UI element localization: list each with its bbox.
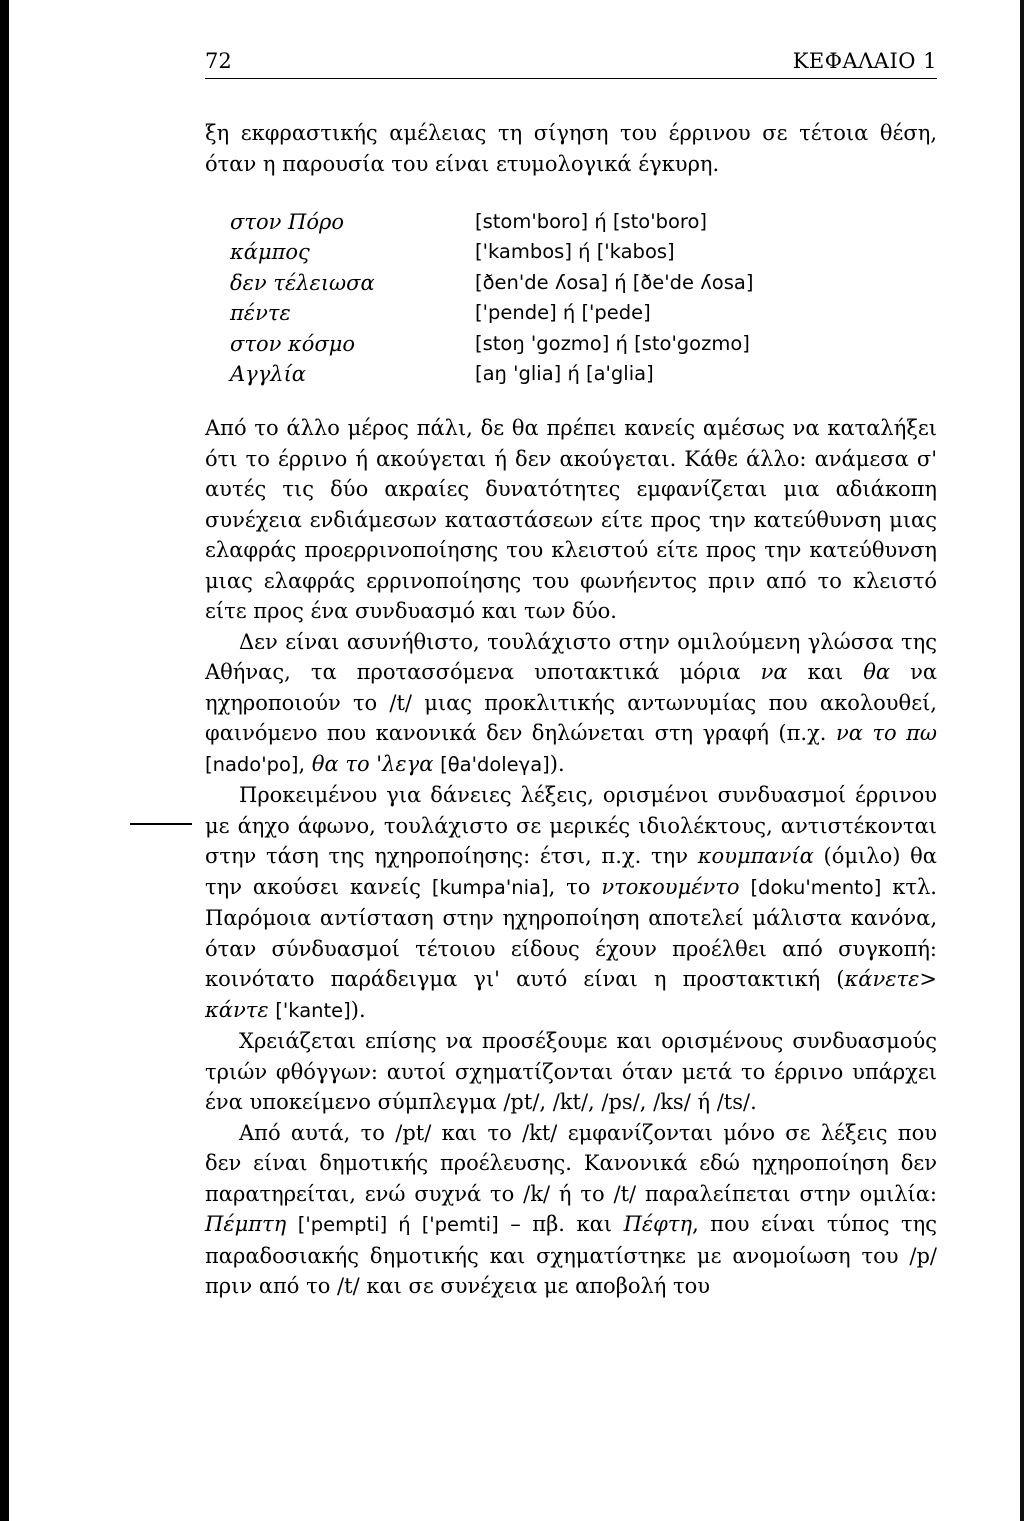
italic-run: κουμπανία <box>697 844 814 869</box>
ipa-run: [nado'po] <box>205 752 299 776</box>
page-header <box>205 44 937 79</box>
paragraph-2 <box>205 627 937 781</box>
text-run: – πβ. και <box>498 1212 624 1237</box>
margin-mark <box>130 823 192 825</box>
italic-run: ντοκουμέντο <box>601 874 740 899</box>
example-word: πέντε <box>230 301 291 326</box>
intro-paragraph: ξη εκφραστικής αμέλειας τη σίγηση του έρρινου σε τέτοια θέση, όταν η παρουσία του είναι ετυμολογικά έγκυρη. <box>205 121 937 176</box>
text-run: και <box>787 660 864 685</box>
page-body <box>205 118 937 1302</box>
ipa-run: ['pempti] ή ['pemti] <box>297 1213 499 1237</box>
italic-run: να το πω <box>835 721 937 746</box>
ipa-run: [θa'doleγa] <box>440 752 550 776</box>
scan-left-edge <box>0 0 9 1521</box>
text-run <box>286 1212 298 1236</box>
example-ipa: [ðen'de ʎosa] ή [ðe'de ʎosa] <box>475 270 754 294</box>
text-run: , <box>298 751 312 776</box>
text-run: , το <box>548 874 602 899</box>
example-word: στον κόσμο <box>230 331 356 356</box>
text-run: κτλ. Παρόμοια αντίσταση στην ηχηροποίηση αποτελεί μάλιστα κανόνα, όταν σύνδυασμοί τέτοιου είδους έχουν προέλθει από συγκοπή: κοινότατο παράδειγμα γι' αυτό είναι η προστακτική ( <box>205 874 937 992</box>
text-run: Από αυτά, το /pt/ και το /kt/ εμφανίζονται μόνο σε λέξεις που δεν είναι δημοτικής προέλευσης. Κανονικά εδώ ηχηροποίηση δεν παρατηρείται, ενώ συχνά το /k/ ή το /t/ παραλείπεται στην ομιλία: <box>205 1120 937 1206</box>
page-number: 72 <box>205 49 232 73</box>
text-run: ). <box>350 997 366 1022</box>
example-ipa: [stom'boro] ή [sto'boro] <box>475 210 708 233</box>
text-run: (όμιλο) θα την ακούσει κανείς <box>205 844 937 899</box>
italic-run: Πέμπτη <box>205 1212 287 1237</box>
example-ipa: [stoŋ 'gozmo] ή [sto'gozmo] <box>475 331 750 355</box>
ipa-run: [doku'mento] <box>750 875 882 899</box>
italic-run: Πέφτη <box>623 1212 693 1237</box>
examples-table <box>230 207 937 389</box>
italic-run: να <box>760 660 788 685</box>
italic-run: θα το 'λεγα <box>311 751 434 776</box>
scan-right-edge <box>1020 0 1024 1521</box>
italic-run: κάνετε> κάντε <box>205 967 937 1022</box>
example-ipa: [aŋ 'glia] ή [a'glia] <box>475 362 654 386</box>
text-run: να ηχηροποιούν το /t/ μιας προκλιτικής αντωνυμίας που ακολουθεί, φαινόμενο που κανονικά δεν δηλώνεται στη γραφή (π.χ. <box>205 660 938 746</box>
text-run: Προκειμένου για δάνειες λέξεις, ορισμένοι συνδυασμοί έρρινου με άηχο άφωνο, τουλάχιστο σε μερικές ιδιολέκτους, αντιστέκονται στην τάση της ηχηροποίησης: έτσι, π.χ. την <box>205 783 937 869</box>
italic-run: θα <box>863 660 891 685</box>
example-word: Αγγλία <box>230 362 306 387</box>
example-word: κάμπος <box>230 240 310 265</box>
paragraph-5 <box>205 1118 937 1302</box>
paragraph-3 <box>205 780 937 1026</box>
paragraph-1: Από το άλλο μέρος πάλι, δε θα πρέπει κανείς αμέσως να καταλήξει ότι το έρρινο ή ακούγεται ή δεν ακούγεται. Κάθε άλλο: ανάμεσα σ' αυτές τις δύο ακραίες δυνατότητες εμφανίζεται μια αδιάκοπη συνέχεια ενδιάμεσων καταστάσεων είτε προς την κατεύθυνση μιας ελαφράς προερρινοποίησης του κλειστού είτε προς την κατεύθυνση μιας ελαφράς ερρινοποίησης του φωνήεντος πριν από το κλειστό είτε προς ένα συνδυασμό και των δύο. <box>205 416 937 624</box>
ipa-run: [kumpa'nia] <box>431 875 549 899</box>
paragraph-4: Χρειάζεται επίσης να προσέξουμε και ορισμένους συνδυασμούς τριών φθόγγων: αυτοί σχηματίζονται όταν μετά το έρρινο υπάρχει ένα υποκείμενο σύμπλεγμα /pt/, /kt/, /ps/, /ks/ ή /ts/. <box>205 1029 937 1115</box>
text-run: , που είναι τύπος της παραδοσιακής δημοτικής και σχηματίστηκε με ανομοίωση του /p/ πριν από το /t/ και σε συνέχεια με αποβολή του <box>205 1212 937 1299</box>
example-word: στον Πόρο <box>230 210 344 234</box>
ipa-run: ['kante] <box>275 998 351 1022</box>
example-ipa: ['kambos] ή ['kabos] <box>475 240 675 264</box>
chapter-title: ΚΕΦΑΛΑΙΟ 1 <box>792 49 937 73</box>
example-ipa: ['pende] ή ['pede] <box>475 301 651 325</box>
example-word: δεν τέλειωσα <box>230 270 375 295</box>
text-run: Δεν είναι ασυνήθιστο, τουλάχιστο στην ομιλούμενη γλώσσα της Αθήνας, τα προτασσόμενα υποτακτικά μόρια <box>205 629 937 685</box>
text-run: ). <box>549 751 565 776</box>
